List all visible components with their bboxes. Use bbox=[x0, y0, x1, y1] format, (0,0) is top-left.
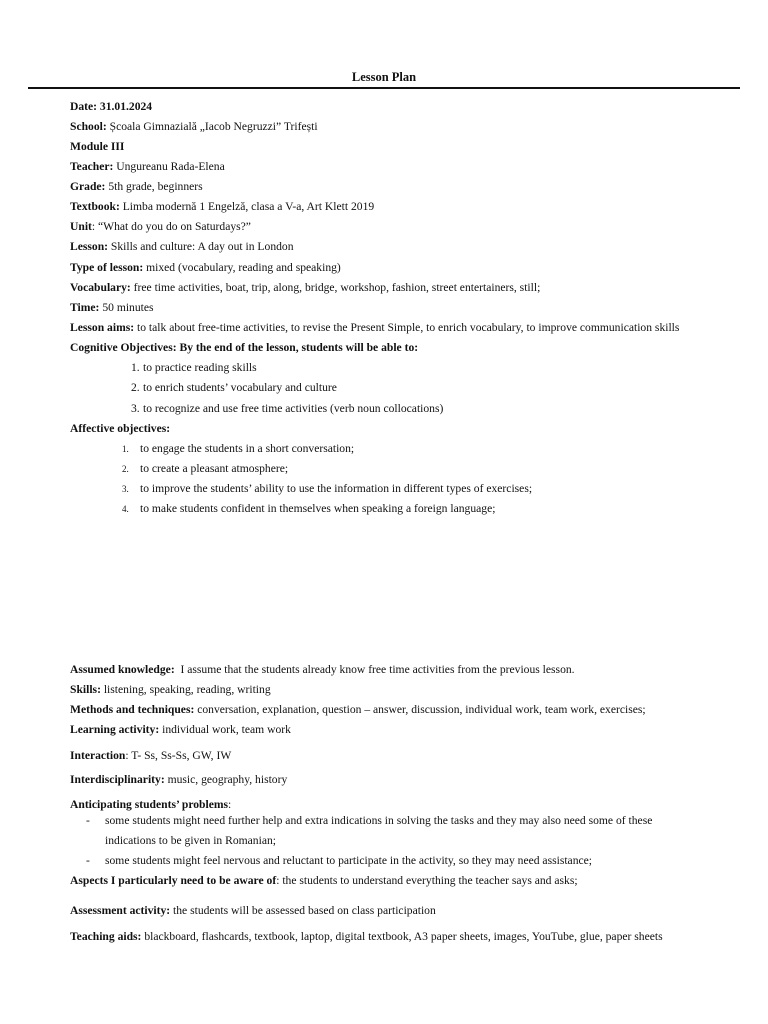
field-label: School: bbox=[70, 120, 107, 133]
field-cognitive-objectives bbox=[70, 340, 418, 356]
item-number: 3. bbox=[122, 484, 129, 494]
field-label: Assessment activity: bbox=[70, 904, 171, 917]
field-date bbox=[70, 99, 152, 115]
field-label: Textbook: bbox=[70, 200, 120, 213]
item-text: to recognize and use free time activities (verb noun collocations) bbox=[143, 402, 444, 415]
item-text: to create a pleasant atmosphere; bbox=[140, 462, 289, 475]
field-label: Grade: bbox=[70, 180, 106, 193]
field-interdisciplinarity bbox=[70, 772, 287, 788]
field-module bbox=[70, 139, 124, 155]
field-teacher bbox=[70, 159, 225, 175]
field-value: : the students to understand everything the teacher says and asks; bbox=[276, 874, 578, 887]
field-label: Assumed knowledge: bbox=[70, 663, 175, 676]
field-type-of-lesson bbox=[70, 260, 341, 276]
field-value: 50 minutes bbox=[99, 301, 154, 314]
cognitive-objective-item bbox=[131, 401, 443, 417]
item-text: to make students confident in themselves when speaking a foreign language; bbox=[140, 502, 496, 515]
affective-heading-label: Affective objectives: bbox=[70, 422, 171, 435]
field-label: Module III bbox=[70, 140, 125, 153]
field-value: individual work, team work bbox=[159, 723, 291, 736]
item-text: to enrich students’ vocabulary and culture bbox=[143, 381, 337, 394]
field-value: mixed (vocabulary, reading and speaking) bbox=[143, 261, 341, 274]
affective-heading bbox=[70, 421, 170, 437]
page-title: Lesson Plan bbox=[351, 70, 417, 84]
field-lesson-aims bbox=[70, 320, 679, 336]
field-label: Interdisciplinarity: bbox=[70, 773, 165, 786]
field-label: Teaching aids: bbox=[70, 930, 142, 943]
title-rule bbox=[28, 87, 740, 89]
field-interaction bbox=[70, 748, 231, 764]
field-label: Unit bbox=[70, 220, 92, 233]
affective-objective-item bbox=[122, 481, 532, 497]
item-text: to improve the students’ ability to use the information in different types of exercises; bbox=[140, 482, 533, 495]
field-lesson bbox=[70, 239, 294, 255]
item-number: 1. bbox=[122, 444, 129, 454]
cognitive-objective-item bbox=[131, 360, 257, 376]
item-number: 2. bbox=[122, 464, 129, 474]
field-skills bbox=[70, 682, 271, 698]
field-teaching-aids bbox=[70, 929, 663, 945]
field-assessment bbox=[70, 903, 436, 919]
field-unit bbox=[70, 219, 251, 235]
field-school bbox=[70, 119, 318, 135]
field-label: Skills: bbox=[70, 683, 101, 696]
item-number: 3. bbox=[131, 402, 140, 415]
problem-text-line: some students might need further help and extra indications in solving the tasks and they may also need some of these bbox=[105, 814, 653, 827]
field-value: free time activities, boat, trip, along, bridge, workshop, fashion, street entertainers, still; bbox=[130, 281, 541, 294]
field-value: Școala Gimnazială „Iacob Negruzzi” Trifești bbox=[106, 120, 318, 133]
field-label: Learning activity: bbox=[70, 723, 160, 736]
field-time bbox=[70, 300, 154, 316]
field-value: conversation, explanation, question – answer, discussion, individual work, team work, exercises; bbox=[194, 703, 646, 716]
field-label: Vocabulary: bbox=[70, 281, 131, 294]
problem-text-line: some students might feel nervous and reluctant to participate in the activity, so they may need assistance; bbox=[105, 854, 593, 867]
affective-objective-item bbox=[122, 461, 288, 477]
affective-objective-item bbox=[122, 441, 354, 457]
field-value: Skills and culture: A day out in London bbox=[108, 240, 294, 253]
item-text: to engage the students in a short conversation; bbox=[140, 442, 355, 455]
cognitive-objective-item bbox=[131, 380, 337, 396]
field-label: Cognitive Objectives: By the end of the lesson, students will be able to: bbox=[70, 341, 419, 354]
field-vocabulary bbox=[70, 280, 540, 296]
field-label: Interaction bbox=[70, 749, 126, 762]
problem-bullet: - bbox=[86, 814, 90, 827]
field-label: Date: 31.01.2024 bbox=[70, 100, 153, 113]
field-value: the students will be assessed based on class participation bbox=[170, 904, 436, 917]
field-label: Lesson aims: bbox=[70, 321, 135, 334]
item-number: 2. bbox=[131, 381, 140, 394]
field-textbook bbox=[70, 199, 374, 215]
field-value: : “What do you do on Saturdays?” bbox=[91, 220, 251, 233]
field-label: Aspects I particularly need to be aware of bbox=[70, 874, 277, 887]
field-learning-activity bbox=[70, 722, 291, 738]
field-value: : bbox=[228, 798, 232, 811]
problem-text-line: indications to be given in Romanian; bbox=[105, 834, 276, 847]
field-aspects-aware bbox=[70, 873, 578, 889]
field-label: Type of lesson: bbox=[70, 261, 144, 274]
field-grade bbox=[70, 179, 203, 195]
field-value: Limba modernă 1 Engelză, clasa a V-a, Art Klett 2019 bbox=[119, 200, 375, 213]
affective-objective-item bbox=[122, 501, 495, 517]
item-text: to practice reading skills bbox=[143, 361, 257, 374]
field-label: Time: bbox=[70, 301, 100, 314]
field-value: listening, speaking, reading, writing bbox=[100, 683, 271, 696]
item-number: 4. bbox=[122, 504, 129, 514]
field-value: : T- Ss, Ss-Ss, GW, IW bbox=[125, 749, 232, 762]
problem-bullet: - bbox=[86, 854, 90, 867]
field-value: Ungureanu Rada-Elena bbox=[113, 160, 225, 173]
field-value: to talk about free-time activities, to revise the Present Simple, to enrich vocabulary, to improve communication skills bbox=[134, 321, 680, 334]
field-label: Lesson: bbox=[70, 240, 109, 253]
field-value: I assume that the students already know free time activities from the previous lesson. bbox=[174, 663, 575, 676]
item-number: 1. bbox=[131, 361, 140, 374]
field-value: blackboard, flashcards, textbook, laptop, digital textbook, A3 paper sheets, images, YouTube, glue, paper sheets bbox=[141, 930, 663, 943]
field-value: music, geography, history bbox=[164, 773, 288, 786]
field-assumed-knowledge bbox=[70, 662, 575, 678]
field-label: Anticipating students’ problems bbox=[70, 798, 229, 811]
field-methods bbox=[70, 702, 646, 718]
field-label: Teacher: bbox=[70, 160, 114, 173]
field-value: 5th grade, beginners bbox=[105, 180, 203, 193]
field-label: Methods and techniques: bbox=[70, 703, 195, 716]
